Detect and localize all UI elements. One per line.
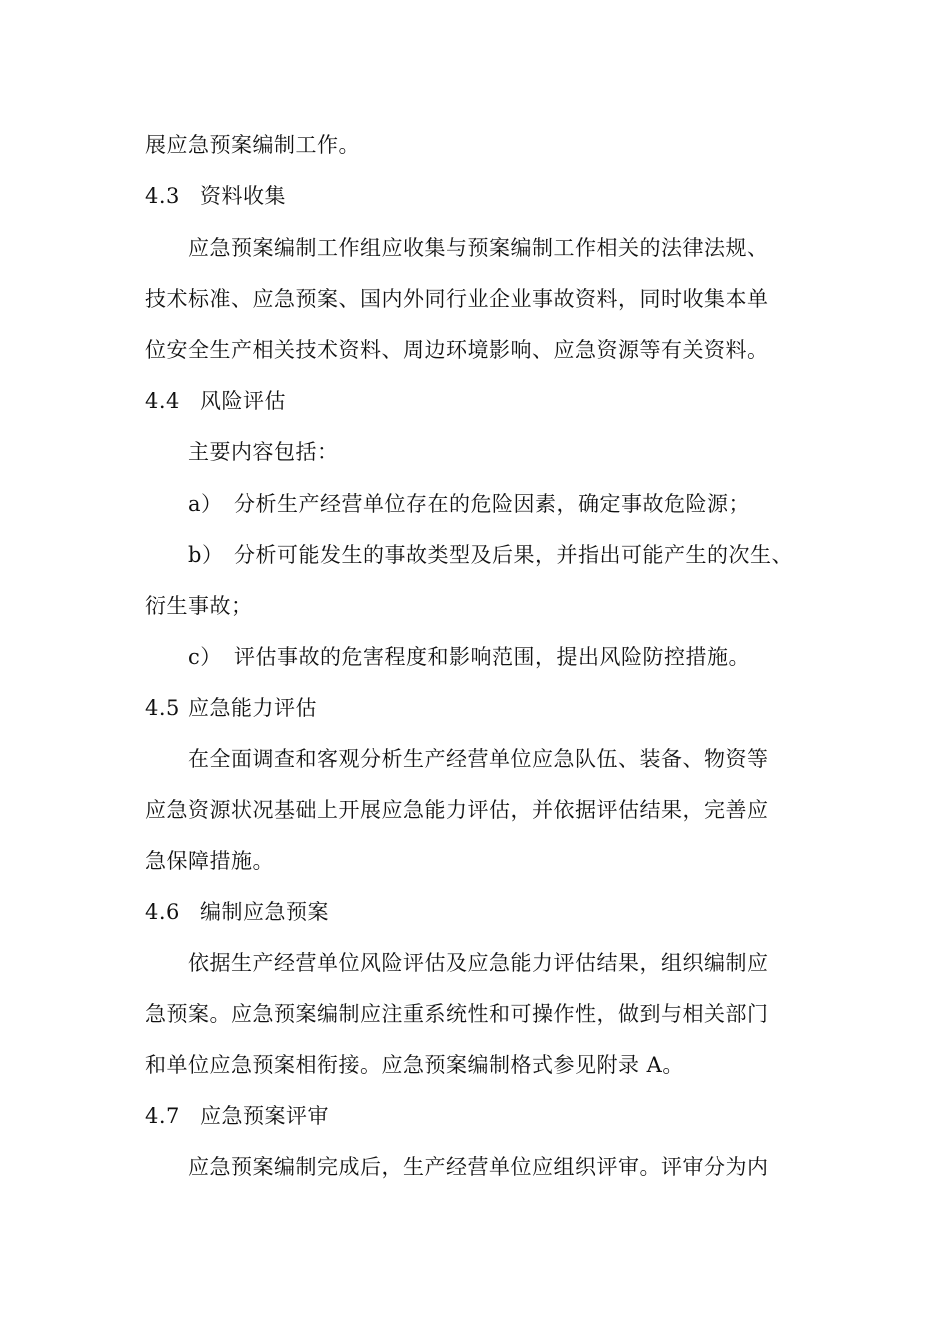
section-number: 4.4 [145,389,180,413]
list-item-text: 分析可能发生的事故类型及后果，并指出可能产生的次生、 [234,543,793,567]
list-item [188,489,750,519]
paragraph-line: 位安全生产相关技术资料、周边环境影响、应急资源等有关资料。 [145,338,769,362]
paragraph-line: 在全面调查和客观分析生产经营单位应急队伍、装备、物资等 [188,747,769,771]
paragraph-line: 急保障措施。 [145,849,274,873]
section-number: 4.6 [145,900,180,924]
list-item [188,540,793,570]
list-item [188,642,750,672]
section-number: 4.7 [145,1104,180,1128]
section-title: 资料收集 [200,184,286,208]
list-item-text: 分析生产经营单位存在的危险因素，确定事故危险源； [234,492,750,516]
section-title: 风险评估 [200,389,286,413]
list-item-continuation: 衍生事故； [145,594,253,618]
section-heading-4-4 [145,386,286,416]
paragraph-line: 和单位应急预案相衔接。应急预案编制格式参见附录 A。 [145,1053,684,1077]
section-heading-4-5 [145,693,317,723]
list-marker: b） [188,543,224,567]
paragraph-line: 主要内容包括： [188,440,339,464]
section-title: 应急能力评估 [188,696,317,720]
list-item-text: 评估事故的危害程度和影响范围，提出风险防控措施。 [234,645,750,669]
paragraph-line: 急预案。应急预案编制应注重系统性和可操作性，做到与相关部门 [145,1002,769,1026]
section-heading-4-6 [145,897,329,927]
paragraph-line: 应急预案编制完成后，生产经营单位应组织评审。评审分为内 [188,1155,769,1179]
section-title: 编制应急预案 [200,900,329,924]
list-marker: c） [188,645,222,669]
section-heading-4-3 [145,181,286,211]
section-number: 4.3 [145,184,180,208]
paragraph-line: 技术标准、应急预案、国内外同行业企业事故资料，同时收集本单 [145,287,769,311]
section-number: 4.5 [145,696,180,720]
paragraph-line: 应急资源状况基础上开展应急能力评估，并依据评估结果，完善应 [145,798,769,822]
section-heading-4-7 [145,1101,329,1131]
section-title: 应急预案评审 [200,1104,329,1128]
paragraph-line: 依据生产经营单位风险评估及应急能力评估结果，组织编制应 [188,951,769,975]
paragraph-line: 应急预案编制工作组应收集与预案编制工作相关的法律法规、 [188,236,769,260]
paragraph-line: 展应急预案编制工作。 [145,133,360,157]
list-marker: a） [188,492,223,516]
